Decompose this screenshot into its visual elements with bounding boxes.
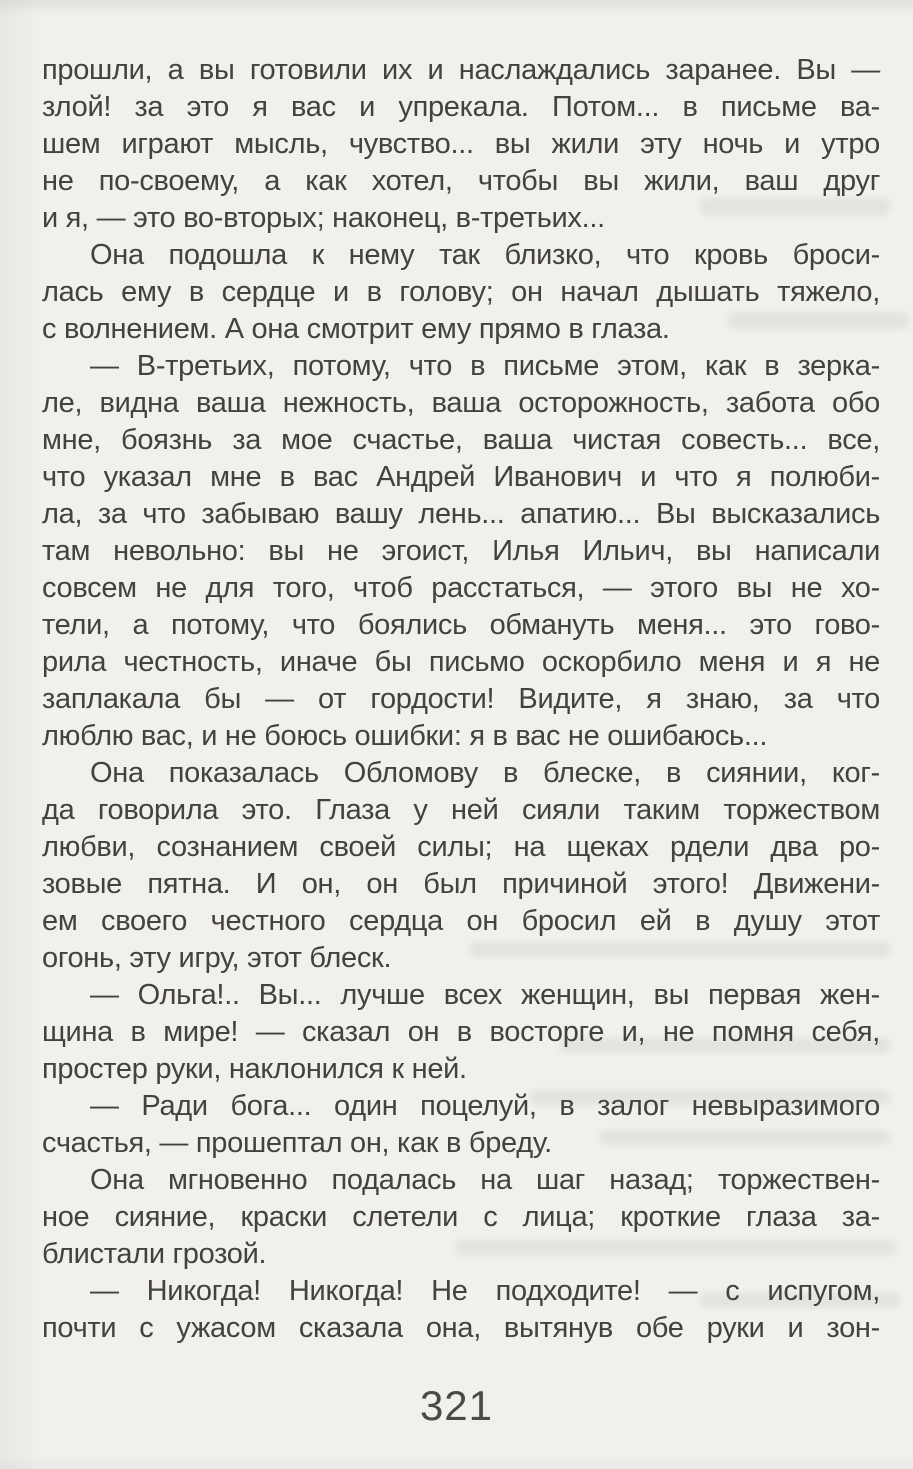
text-line: — Ольга!.. Вы... лучше всех женщин, вы первая жен- — [90, 979, 880, 1011]
text-line: простер руки, наклонился к ней. — [42, 1053, 467, 1085]
text-line: там невольно: вы не эгоист, Илья Ильич, вы написали — [42, 535, 880, 567]
text-line: прошли, а вы готовили их и наслаждались заранее. Вы — — [42, 54, 880, 86]
text-line: щина в мире! — сказал он в восторге и, не помня себя, — [42, 1016, 880, 1048]
text-line: тели, а потому, что боялись обмануть меня... это гово- — [42, 609, 880, 641]
text-line: Она мгновенно подалась на шаг назад; торжествен- — [90, 1164, 880, 1196]
text-line: блистали грозой. — [42, 1238, 267, 1270]
text-line: зовые пятна. И он, он был причиной этого! Движени- — [42, 868, 880, 900]
text-line: ле, видна ваша нежность, ваша осторожность, забота обо — [42, 387, 880, 419]
text-line: ное сияние, краски слетели с лица; кроткие глаза за- — [42, 1201, 880, 1233]
text-line: совсем не для того, чтоб расстаться, — этого вы не хо- — [42, 572, 880, 604]
text-line: злой! за это я вас и упрекала. Потом... в письме ва- — [42, 91, 880, 123]
text-line: почти с ужасом сказала она, вытянув обе руки и зон- — [42, 1312, 880, 1344]
text-line: рила честность, иначе бы письмо оскорбило меня и я не — [42, 646, 880, 678]
page-number: 321 — [419, 1382, 494, 1429]
text-line: и я, — это во-вторых; наконец, в-третьих... — [42, 202, 605, 234]
text-line: шем играют мысль, чувство... вы жили эту ночь и утро — [42, 128, 880, 160]
page-text — [42, 52, 880, 1347]
text-line: да говорила это. Глаза у ней сияли таким торжеством — [42, 794, 880, 826]
text-line: — Ради бога... один поцелуй, в залог невыразимого — [90, 1090, 880, 1122]
text-line: счастья, — прошептал он, как в бреду. — [42, 1127, 552, 1159]
text-line: люблю вас, и не боюсь ошибки: я в вас не ошибаюсь... — [42, 720, 768, 752]
text-line: — В-третьих, потому, что в письме этом, как в зерка- — [90, 350, 880, 382]
text-line: любви, сознанием своей силы; на щеках рдели два ро- — [42, 831, 880, 863]
text-line: мне, боязнь за мое счастье, ваша чистая совесть... все, — [42, 424, 880, 456]
text-line: — Никогда! Никогда! Не подходите! — с испугом, — [90, 1275, 880, 1307]
text-line: не по-своему, а как хотел, чтобы вы жили, ваш друг — [42, 165, 880, 197]
text-line: что указал мне в вас Андрей Иванович и что я полюби- — [42, 461, 880, 493]
text-line: ла, за что забываю вашу лень... апатию... Вы высказались — [42, 498, 880, 530]
text-line: ем своего честного сердца он бросил ей в душу этот — [42, 905, 880, 937]
text-line: с волнением. А она смотрит ему прямо в глаза. — [42, 313, 670, 345]
text-line: Она показалась Обломову в блеске, в сиянии, ког- — [90, 757, 880, 789]
text-line: Она подошла к нему так близко, что кровь броси- — [90, 239, 880, 271]
text-line: огонь, эту игру, этот блеск. — [42, 942, 392, 974]
text-line: заплакала бы — от гордости! Видите, я знаю, за что — [42, 683, 880, 715]
text-line: лась ему в сердце и в голову; он начал дышать тяжело, — [42, 276, 880, 308]
